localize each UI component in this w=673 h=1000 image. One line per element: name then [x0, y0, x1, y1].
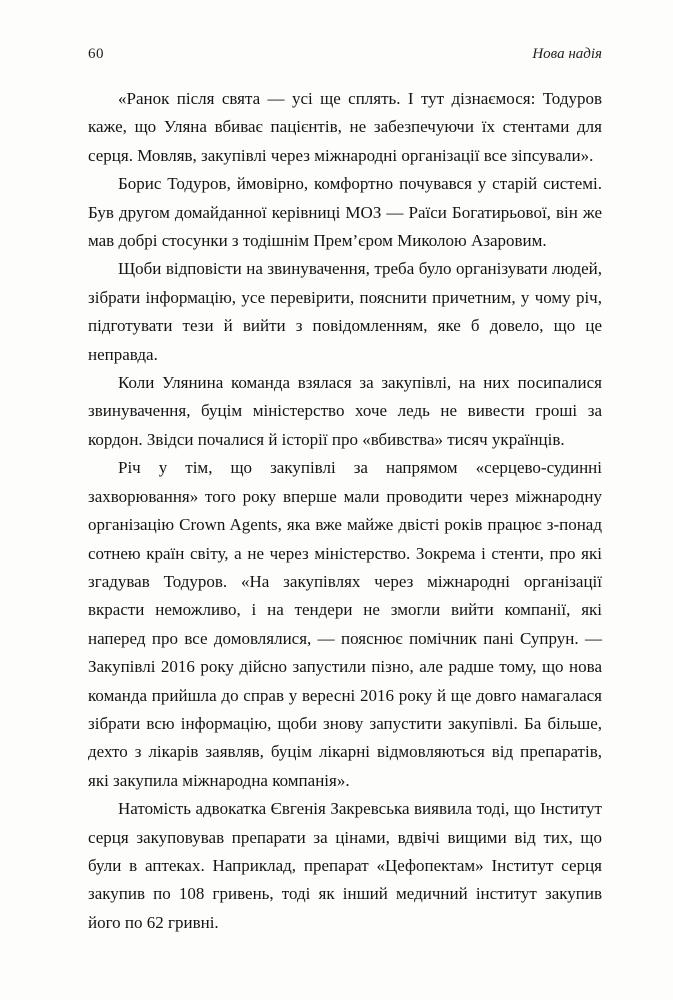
page-content: [88, 46, 602, 937]
paragraph: «Ранок після свята — усі ще сплять. І тут дізнаємося: Тодуров каже, що Уляна вбиває пацієнтів, не забезпечуючи їх стентами для серця. Мовляв, закупівлі через міжнародні організації все зіпсували».: [88, 89, 602, 165]
paragraph: Щоби відповісти на звинувачення, треба було організувати людей, зібрати інформацію, усе перевірити, пояснити причетним, у чому річ, підготувати тези й вийти з повідомленням, яке б довело, що це неправда.: [88, 259, 602, 364]
page-header: [88, 46, 602, 63]
paragraph: Борис Тодуров, ймовірно, комфортно почувався у старій системі. Був другом домайданної керівниці МОЗ — Раїси Богатирьової, він же мав добрі стосунки з тодішнім Прем’єром Миколою Азаровим.: [88, 174, 602, 251]
page-number: 60: [88, 46, 104, 62]
running-title: Нова надія: [532, 46, 602, 62]
page-body: [88, 85, 602, 937]
paragraph: Коли Улянина команда взялася за закупівлі, на них посипалися звинувачення, буцім міністерство хоче ледь не вивести гроші за кордон. Звідси почалися й історії про «вбивства» тисяч українців.: [88, 373, 602, 449]
paragraph: Річ у тім, що закупівлі за напрямом «серцево-судинні захворювання» того року вперше мали проводити через міжнародну організацію Crown Agents, яка вже майже двісті років працює з-понад сотнею країн світу, а не через міністерство. Зокрема і стенти, про які згадував Тодуров. «На закупівлях через міжнародні організації вкрасти неможливо, і на тендери не змогли вийти компанії, які наперед про все домовлялися, — пояснює помічник пані Супрун. — Закупівлі 2016 року дійсно запустили пізно, але радше тому, що нова команда прийшла до справ у вересні 2016 року й ще довго намагалася зібрати всю інформацію, щоби знову запустити закупівлі. Ба більше, дехто з лікарів заявляв, буцім лікарні відмовляються від препаратів, які закупила міжнародна компанія».: [88, 458, 602, 790]
paragraph: Натомість адвокатка Євгенія Закревська виявила тоді, що Інститут серця закуповував препарати за цінами, вдвічі вищими від тих, що були в аптеках. Наприклад, препарат «Цефопектам» Інститут серця закупив по 108 гривень, тоді як інший медичний інститут закупив його по 62 гривні.: [88, 799, 602, 932]
